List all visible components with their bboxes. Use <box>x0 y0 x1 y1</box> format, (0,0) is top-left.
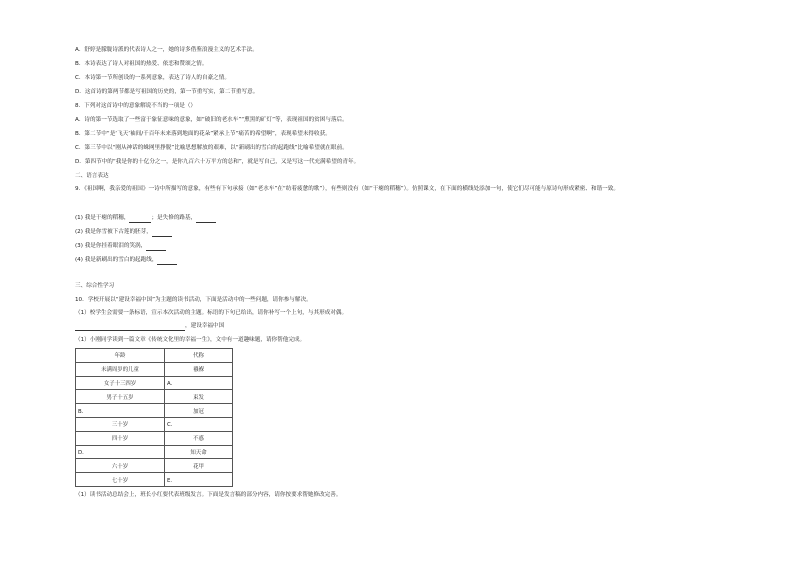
table-cell: 束发 <box>165 390 233 404</box>
table-cell-blank-c[interactable]: C． <box>165 417 233 431</box>
table-header-age: 年龄 <box>76 349 165 363</box>
q7-option-b: B．本诗表达了诗人对祖国的热爱、依恋和赞颂之情。 <box>75 61 208 67</box>
table-header-name: 代称 <box>165 349 233 363</box>
table-row <box>76 390 233 404</box>
q9-item-1-text-b: ；是失修的路基， <box>151 215 197 221</box>
q7-option-d: D．这首诗的第两节都是写祖国的历史的，第一节重写实，第二节重写意。 <box>75 89 259 95</box>
table-cell: 三十岁 <box>76 417 165 431</box>
table-cell-blank-e[interactable]: E． <box>165 473 233 487</box>
table-cell: 加冠 <box>165 404 233 418</box>
q10-part-1-blank[interactable] <box>75 323 185 331</box>
q8-stem: 8．下列对这首诗中的意象解说不当的一项是（） <box>75 103 197 109</box>
q9-item-1-blank-2[interactable] <box>196 215 216 223</box>
table-row <box>76 376 233 390</box>
table-cell: 六十岁 <box>76 459 165 473</box>
table-row <box>76 431 233 445</box>
table-cell: 襁褓 <box>165 362 233 376</box>
q9-item-3 <box>75 243 166 251</box>
section-2-title: 二、语言表达 <box>75 173 109 179</box>
table-cell: 不惑 <box>165 431 233 445</box>
q9-item-2-blank[interactable] <box>152 229 172 237</box>
q10-part-3: （1）读书活动总结会上，班长小红要代表班级发言。下面是发言稿的部分内容，请你按要求帮她修改完善。 <box>75 492 342 498</box>
table-row <box>76 417 233 431</box>
q9-item-2 <box>75 229 172 237</box>
q9-item-4-blank[interactable] <box>157 257 177 265</box>
q10-stem: 10．学校开展以“建设幸福中国”为主题的读书活动，下面是活动中的一些问题，请你参与解决。 <box>75 297 312 303</box>
table-row <box>76 459 233 473</box>
q7-option-c: C．本诗第一节所创设的一系列意象，表达了诗人的自豪之情。 <box>75 75 230 81</box>
q8-option-b: B．第二节中“是‘飞天’袖间/千百年未来落到地面的花朵”紧承上节“痛苦的希望啊”，表现希望未得收获。 <box>75 131 331 137</box>
q9-item-3-blank[interactable] <box>146 243 166 251</box>
table-cell: 七十岁 <box>76 473 165 487</box>
table-header-row <box>76 349 233 363</box>
section-3-title: 三、综合性学习 <box>75 283 115 289</box>
q8-option-a: A．诗的第一节选取了一些富于象征意味的意象，如“破旧的老水车”“熏黑的矿灯”等，表现祖国的贫困与落后。 <box>75 117 348 123</box>
q9-stem: 9．《祖国啊，我亲爱的祖国》一诗中所描写的意象，有些有下句承接（如“老水车”在“纺着疲惫的歌”），有些则没有（如“干瘪的稻穗”）。仿照课文，在下面的横线处添加一句，使它们尽可能与原诗句形成紧密、和谐一致。 <box>75 186 619 192</box>
table-row <box>76 473 233 487</box>
q10-part-1: （1）校学生会需要一条标语，宣示本次活动的主题。标语的下句已给出，请你补写一个上句，与其形成对偶。 <box>75 310 348 316</box>
q9-item-1-blank-1[interactable] <box>129 215 151 223</box>
table-cell: 未满周岁的儿童 <box>76 362 165 376</box>
q9-item-4-text: (4) 我是新刷出的雪白的起跑线， <box>75 257 158 263</box>
table-cell: 男子十五岁 <box>76 390 165 404</box>
q8-option-d: D．第四节中的“我是你的十亿分之一，是你九百六十万平方的总和”，就是写自己，又是写这一代充满希望的青年。 <box>75 159 360 165</box>
table-cell: 知天命 <box>165 445 233 459</box>
table-row <box>76 362 233 376</box>
table-row <box>76 445 233 459</box>
table-cell-blank-a[interactable]: A． <box>165 376 233 390</box>
q9-item-1 <box>75 215 216 223</box>
q7-option-a: A．舒婷是朦胧诗派的代表诗人之一，她的诗多借鉴浪漫主义的艺术手法。 <box>75 47 258 53</box>
table-row <box>76 404 233 418</box>
age-name-table <box>75 348 233 487</box>
q10-part-1-tail: ，建设幸福中国 <box>185 323 225 329</box>
q8-option-c: C．第三节中以“刚从神话的蛛网里挣脱”比喻思想解放的艰难，以“新刷出的雪白的起跑线”比喻希望就在眼前。 <box>75 145 348 151</box>
q10-part-1-answer-line <box>75 323 224 331</box>
table-cell: 花甲 <box>165 459 233 473</box>
q10-part-2: （1）小刚同学读到一篇文章《传统文化里的幸福一生》，文中有一道趣味题，请你帮他完成。 <box>75 337 306 343</box>
q9-item-1-text-a: (1) 我是干瘪的稻穗， <box>75 215 130 221</box>
table-cell-blank-d[interactable]: D． <box>76 445 165 459</box>
table-cell: 女子十三四岁 <box>76 376 165 390</box>
q9-item-2-text: (2) 我是你雪被下古莲的胚芽， <box>75 229 152 235</box>
table-cell-blank-b[interactable]: B． <box>76 404 165 418</box>
q9-item-3-text: (3) 我是你挂着眼泪的笑涡， <box>75 243 147 249</box>
table-cell: 四十岁 <box>76 431 165 445</box>
q9-item-4 <box>75 257 177 265</box>
